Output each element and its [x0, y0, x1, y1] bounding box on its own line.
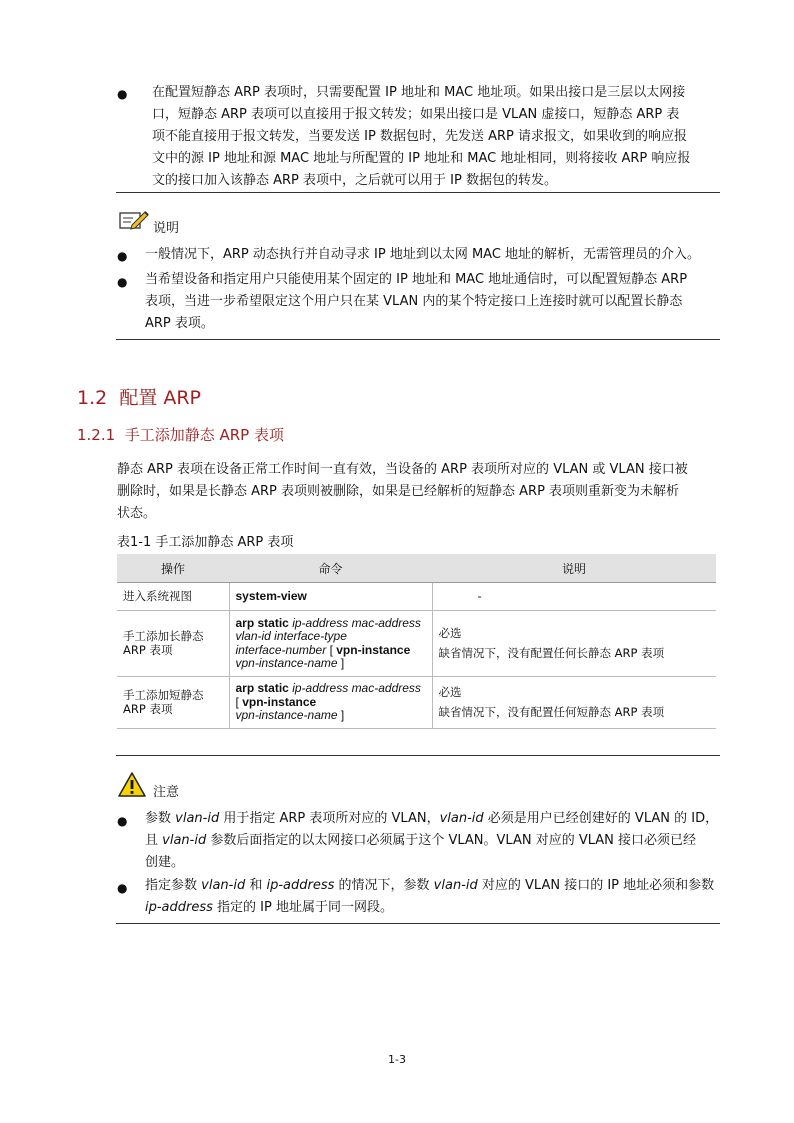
table-header-row	[117, 554, 716, 583]
text-line: 创建。	[145, 855, 185, 870]
note-title: 说明	[153, 221, 180, 236]
op-cell: 进入系统视图	[117, 583, 229, 611]
param-term: vlan-id	[439, 811, 484, 826]
cmd-keyword: vpn-instance	[336, 642, 411, 657]
text-run: 和	[245, 878, 267, 893]
cmd-bracket: ]	[340, 656, 345, 670]
desc-line: 必选	[438, 626, 462, 640]
op-line: ARP 表项	[123, 701, 173, 716]
table-row	[117, 583, 716, 611]
page-number: 1-3	[388, 1053, 406, 1066]
cmd-cell: system-view	[229, 583, 432, 611]
text-line: 口，短静态 ARP 表项可以直接用于报文转发；如果出接口是 VLAN 虚接口，短静态 ARP 表	[152, 107, 680, 122]
bullet-dot: ●	[117, 881, 128, 895]
column-header: 命令	[229, 554, 432, 583]
subsection-heading	[77, 424, 284, 445]
text-run: 且	[145, 833, 163, 848]
cmd-param: interface-number	[235, 642, 327, 657]
cmd-bracket: ]	[340, 708, 345, 723]
text-line: 文中的源 IP 地址和源 MAC 地址与所配置的 IP 地址和 MAC 地址相同，则将接收 ARP 响应报	[152, 151, 691, 166]
note1-bullet2	[145, 269, 725, 335]
section-title: 配置 ARP	[119, 387, 202, 409]
column-header: 说明	[432, 554, 716, 583]
text-line: ARP 表项。	[145, 316, 214, 331]
param-term: vlan-id	[175, 811, 220, 826]
desc-line: 缺省情况下，没有配置任何短静态 ARP 表项	[438, 704, 665, 719]
param-term: vlan-id	[162, 833, 207, 848]
cmd-bracket: [	[235, 694, 239, 709]
text-run: 指定参数	[145, 878, 202, 893]
note1-bullet1: 一般情况下，ARP 动态执行并自动寻求 IP 地址到以太网 MAC 地址的解析，无需管理员的介入。	[145, 247, 701, 262]
table-caption: 表1-1 手工添加静态 ARP 表项	[117, 535, 294, 550]
desc-line: 缺省情况下，没有配置任何长静态 ARP 表项	[438, 645, 665, 660]
cmd-keyword: arp static	[235, 615, 289, 630]
op-line: 手工添加短静态	[123, 688, 204, 702]
cmd-cell	[229, 677, 432, 729]
text-run: 参数	[145, 811, 176, 826]
desc-cell	[432, 677, 716, 729]
cmd-param: ip-address mac-address	[292, 681, 421, 696]
divider	[116, 923, 720, 924]
caution-title: 注意	[153, 785, 180, 800]
intro-paragraph	[117, 459, 727, 525]
param-term: vlan-id	[201, 878, 246, 893]
section-heading	[77, 383, 201, 410]
op-cell	[117, 677, 229, 729]
desc-line: 必选	[438, 685, 462, 699]
cmd-param: vpn-instance-name	[235, 656, 338, 670]
cmd-cell	[229, 611, 432, 677]
text-line: 静态 ARP 表项在设备正常工作时间一直有效，当设备的 ARP 表项所对应的 VLAN 或 VLAN 接口被	[117, 462, 688, 477]
text-run: 对应的 VLAN 接口的 IP 地址必须和参数	[477, 878, 715, 893]
desc-cell: -	[432, 583, 716, 611]
param-term: ip-address	[145, 900, 213, 915]
param-term: vlan-id	[433, 878, 478, 893]
text-line: 状态。	[117, 506, 157, 521]
table-row	[117, 611, 716, 677]
text-line: 当希望设备和指定用户只能使用某个固定的 IP 地址和 MAC 地址通信时，可以配置短静态 ARP	[145, 272, 688, 287]
command-table	[117, 554, 716, 729]
text-line: 表项，当进一步希望限定这个用户只在某 VLAN 内的某个特定接口上连接时就可以配置长静态	[145, 294, 683, 309]
bullet-dot: ●	[117, 249, 128, 263]
table-row	[117, 677, 716, 729]
divider	[116, 339, 720, 340]
param-term: ip-address	[266, 878, 335, 893]
desc-cell	[432, 611, 716, 677]
caution-bullet1	[145, 808, 725, 874]
divider	[116, 192, 720, 193]
cmd-keyword: vpn-instance	[242, 694, 317, 709]
cmd-param: vpn-instance-name	[235, 708, 338, 723]
warning-icon	[117, 771, 147, 802]
cmd-param: ip-address mac-address	[292, 615, 421, 630]
bullet-dot: ●	[117, 814, 128, 828]
text-line: 项不能直接用于报文转发，当要发送 IP 数据包时，先发送 ARP 请求报文，如果收到的响应报	[152, 129, 687, 144]
top-bullet-text	[152, 82, 722, 192]
bullet-dot: ●	[117, 87, 128, 101]
section-number: 1.2	[77, 387, 108, 409]
text-run: 用于指定 ARP 表项所对应的 VLAN，	[219, 811, 440, 826]
text-line: 文的接口加入该静态 ARP 表项中，之后就可以用于 IP 数据包的转发。	[152, 173, 557, 188]
caution-bullet2	[145, 875, 725, 919]
text-run: 必须是用户已经创建好的 VLAN 的 ID，	[483, 811, 719, 826]
text-run: 的情况下，参数	[334, 878, 434, 893]
cmd-param: vlan-id interface-type	[235, 629, 347, 643]
subsection-title: 手工添加静态 ARP 表项	[124, 426, 284, 444]
text-run: 指定的 IP 地址属于同一网段。	[212, 900, 393, 915]
bullet-dot: ●	[117, 275, 128, 289]
column-header: 操作	[117, 554, 229, 583]
op-line: ARP 表项	[123, 642, 173, 657]
cmd-keyword: arp static	[235, 681, 289, 696]
cmd-bracket: [	[329, 642, 333, 657]
op-line: 手工添加长静态	[123, 629, 204, 643]
text-line: 删除时，如果是长静态 ARP 表项则被删除，如果是已经解析的短静态 ARP 表项则重新变为未解析	[117, 484, 680, 499]
op-cell	[117, 611, 229, 677]
text-line: 在配置短静态 ARP 表项时，只需要配置 IP 地址和 MAC 地址项。如果出接口是三层以太网接	[152, 85, 686, 100]
note-pencil-icon	[118, 208, 150, 236]
divider	[116, 755, 720, 756]
subsection-number: 1.2.1	[77, 426, 116, 444]
text-run: 参数后面指定的以太网接口必须属于这个 VLAN。VLAN 对应的 VLAN 接口必须已经	[206, 833, 697, 848]
